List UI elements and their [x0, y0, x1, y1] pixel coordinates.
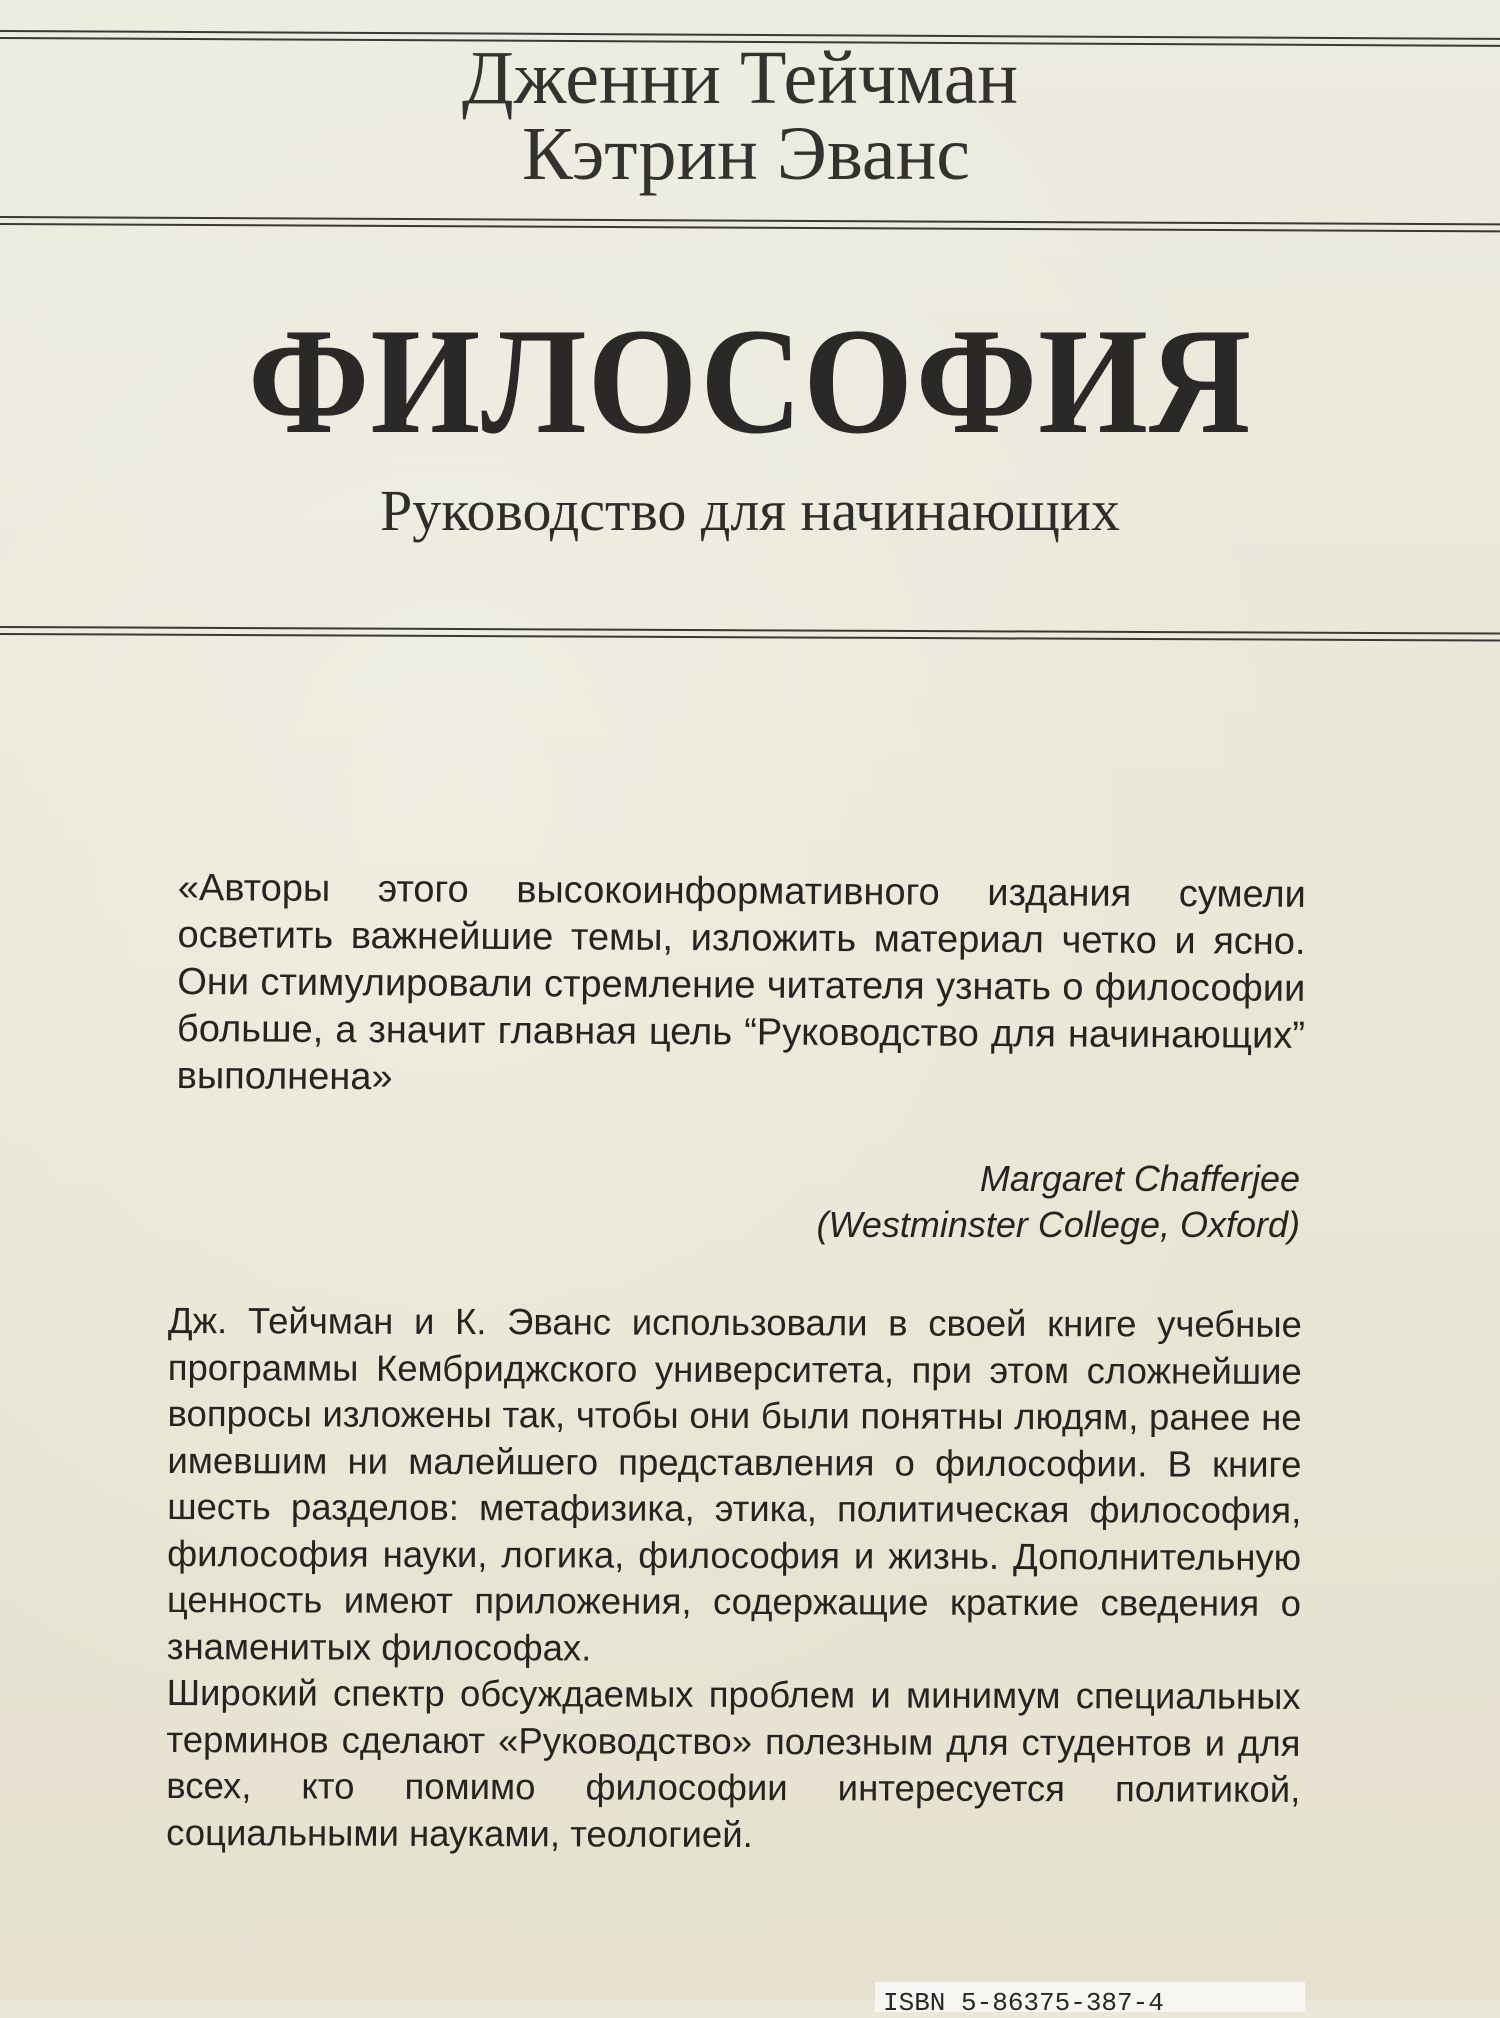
author-name-1: Дженни Тейчман [461, 36, 1019, 120]
quote-affiliation: (Westminster College, Oxford) [816, 1204, 1300, 1245]
quote-author: Margaret Chafferjee [979, 1158, 1300, 1199]
book-subtitle: Руководство для начинающих [379, 478, 1120, 543]
lower-double-rule [0, 626, 1500, 642]
description-paragraph-2: Широкий спектр обсуждаемых проблем и минимум специальных терминов сделают «Руководство» полезным для студентов и для всех, кто помимо философии интересуется политикой, социальными науками, теологией. [166, 1671, 1301, 1855]
book-description [166, 1298, 1302, 1860]
quote-attribution [817, 1156, 1300, 1248]
isbn-label: ISBN 5-86375-387-4 [875, 1982, 1305, 2012]
author-name-2: Кэтрин Эванс [522, 112, 970, 196]
book-title: ФИЛОСОФИЯ [248, 297, 1252, 465]
middle-double-rule [0, 216, 1500, 232]
review-quote: «Авторы этого высокоинформативного издания сумели осветить важнейшие темы, изложить материал четко и ясно. Они стимулировали стремление читателя узнать о философии больше, а значит главная цель “Руководство для начинающих” выполнена» [176, 866, 1306, 1099]
description-paragraph-1: Дж. Тейчман и К. Эванс использовали в своей книге учебные программы Кембриджского университета, при этом сложнейшие вопросы изложены так, чтобы они были понятны людям, ранее не имевшим ни малейшего представления о философии. В книге шесть разделов: метафизика, этика, политическая философия, философия науки, логика, философия и жизнь. Дополнительную ценность имеют приложения, содержащие краткие сведения о знаменитых философах. [166, 1300, 1302, 1668]
authors-block [0, 36, 1500, 196]
